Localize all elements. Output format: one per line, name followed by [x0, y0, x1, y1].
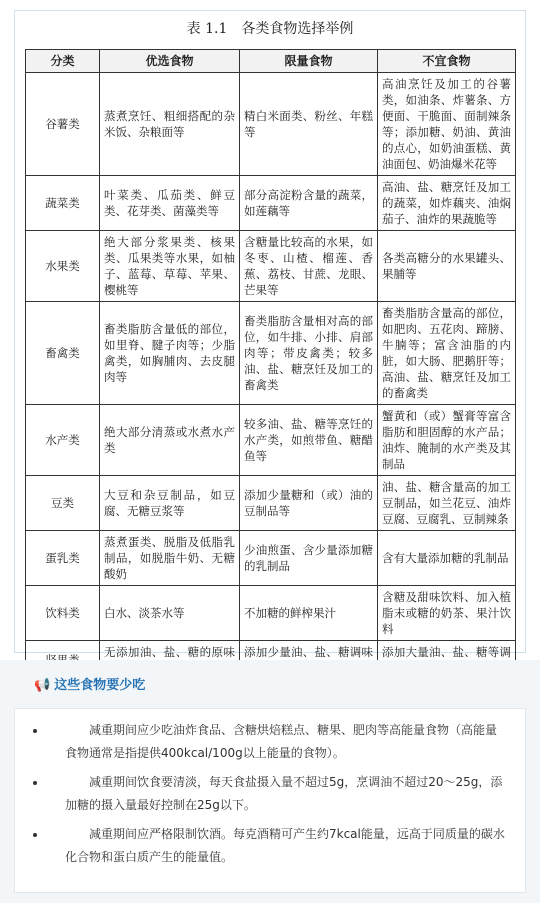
header-preferred: 优选食物 [100, 50, 240, 73]
table-header-row [26, 50, 516, 73]
row-category: 蔬菜类 [26, 176, 100, 231]
megaphone-icon: 📢 [34, 678, 51, 693]
table-row [26, 73, 516, 176]
list-item: 减重期间应严格限制饮酒。每克酒精可产生约7kcal能量，远高于同质量的碳水化合物和蛋白质产生的能量值。 [65, 823, 507, 869]
row-preferred: 畜类脂肪含量低的部位，如里脊、腱子肉等；少脂禽类，如胸脯肉、去皮腿肉等 [100, 302, 240, 405]
row-avoid: 畜类脂肪含量高的部位，如肥肉、五花肉、蹄膀、牛腩等；富含油脂的内脏，如大肠、肥鹅肝等；高油、盐、糖烹饪及加工的畜禽类 [378, 302, 516, 405]
table-caption: 表 1.1 各类食物选择举例 [186, 21, 354, 37]
row-category: 畜禽类 [26, 302, 100, 405]
row-category: 水产类 [26, 405, 100, 476]
row-category: 豆类 [26, 476, 100, 531]
list-item: 减重期间应少吃油炸食品、含糖烘焙糕点、糖果、肥肉等高能量食物（高能量食物通常是指提供400kcal/100g以上能量的食物）。 [65, 719, 507, 765]
row-preferred: 蒸煮蛋类、脱脂及低脂乳制品，如脱脂牛奶、无糖酸奶 [100, 531, 240, 586]
table-row [26, 231, 516, 302]
row-limited: 不加糖的鲜榨果汁 [240, 586, 378, 641]
row-avoid: 蟹黄和（或）蟹膏等富含脂肪和胆固醇的水产品；油炸、腌制的水产类及其制品 [378, 405, 516, 476]
header-avoid: 不宜食物 [378, 50, 516, 73]
row-avoid: 油、盐、糖含量高的加工豆制品，如兰花豆、油炸豆腐、豆腐乳、豆制辣条 [378, 476, 516, 531]
row-preferred: 绝大部分浆果类、核果类、瓜果类等水果，如柚子、蓝莓、草莓、苹果、樱桃等 [100, 231, 240, 302]
row-limited: 少油煎蛋、含少量添加糖的乳制品 [240, 531, 378, 586]
row-preferred: 蒸煮烹饪、粗细搭配的杂米饭、杂粮面等 [100, 73, 240, 176]
food-selection-table [25, 49, 516, 680]
tips-section [0, 660, 540, 903]
tips-heading [34, 674, 145, 693]
row-limited: 较多油、盐、糖等烹饪的水产类，如煎带鱼、糖醋鱼等 [240, 405, 378, 476]
table-row [26, 302, 516, 405]
tips-card [14, 708, 526, 893]
table-row [26, 531, 516, 586]
table-row [26, 405, 516, 476]
row-preferred: 叶菜类、瓜茄类、鲜豆类、花芽类、菌藻类等 [100, 176, 240, 231]
row-category: 谷薯类 [26, 73, 100, 176]
row-category: 水果类 [26, 231, 100, 302]
row-preferred: 无添加油、盐、糖的原味 [100, 641, 240, 680]
row-limited: 畜类脂肪含量相对高的部位，如牛排、小排、肩部肉等；带皮禽类；较多油、盐、糖烹饪及加工的畜禽类 [240, 302, 378, 405]
row-limited: 精白米面类、粉丝、年糕等 [240, 73, 378, 176]
row-avoid: 含有大量添加糖的乳制品 [378, 531, 516, 586]
header-limited: 限量食物 [240, 50, 378, 73]
row-avoid: 各类高糖分的水果罐头、果脯等 [378, 231, 516, 302]
tips-list [15, 709, 525, 869]
list-item: 减重期间饮食要清淡，每天食盐摄入量不超过5g，烹调油不超过20～25g，添加糖的摄入量最好控制在25g以下。 [65, 771, 507, 817]
tips-heading-text: 这些食物要少吃 [54, 678, 146, 693]
row-preferred: 白水、淡茶水等 [100, 586, 240, 641]
table-row [26, 176, 516, 231]
row-avoid: 添加大量油、盐、糖等调 [378, 641, 516, 680]
row-avoid: 高油、盐、糖烹饪及加工的蔬菜，如炸藕夹、油焖茄子、油炸的果蔬脆等 [378, 176, 516, 231]
row-avoid: 含糖及甜味饮料、加入植脂末或糖的奶茶、果汁饮料 [378, 586, 516, 641]
row-limited: 添加少量糖和（或）油的豆制品等 [240, 476, 378, 531]
table-row [26, 476, 516, 531]
row-limited: 添加少量油、盐、糖调味 [240, 641, 378, 680]
row-preferred: 绝大部分清蒸或水煮水产类 [100, 405, 240, 476]
table-row [26, 586, 516, 641]
figure-panel [14, 10, 526, 659]
header-category: 分类 [26, 50, 100, 73]
row-avoid: 高油烹饪及加工的谷薯类，如油条、炸薯条、方便面、干脆面、面制辣条等；添加糖、奶油、黄油的点心，如奶油蛋糕、黄油面包、奶油爆米花等 [378, 73, 516, 176]
row-preferred: 大豆和杂豆制品，如豆腐、无糖豆浆等 [100, 476, 240, 531]
row-limited: 含糖量比较高的水果，如冬枣、山楂、榴莲、香蕉、荔枝、甘蔗、龙眼、芒果等 [240, 231, 378, 302]
row-category: 蛋乳类 [26, 531, 100, 586]
row-limited: 部分高淀粉含量的蔬菜，如莲藕等 [240, 176, 378, 231]
row-category: 饮料类 [26, 586, 100, 641]
